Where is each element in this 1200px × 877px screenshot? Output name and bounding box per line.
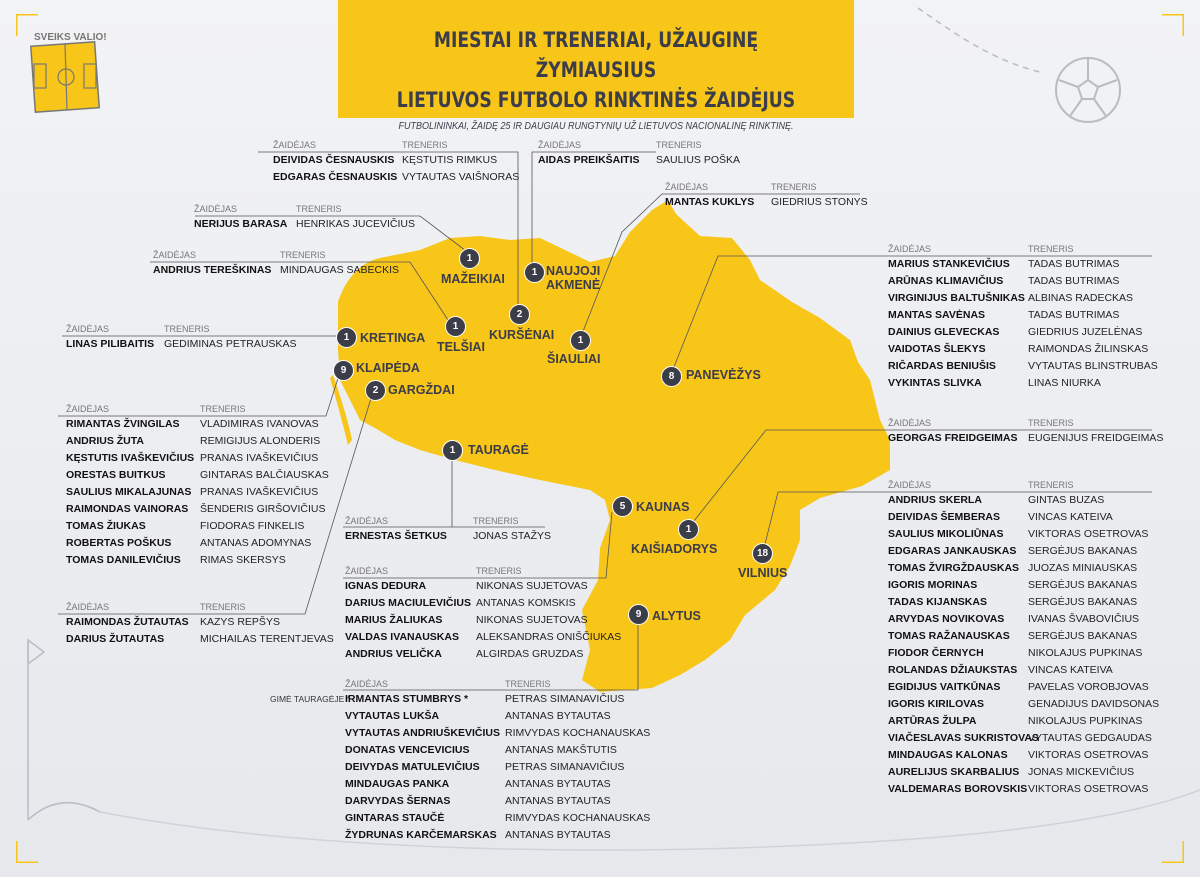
player-name: RAIMONDAS ŽUTAUTAS — [66, 616, 189, 628]
player-row — [345, 528, 555, 545]
player-row — [888, 560, 1168, 577]
player-row — [345, 742, 665, 759]
group-kaisiadorys — [888, 416, 1168, 447]
coach-name: VYTAUTAS VAIŠNORAS — [402, 171, 520, 183]
player-name: MINDAUGAS KALONAS — [888, 749, 1008, 761]
player-row — [888, 430, 1168, 447]
player-row — [888, 696, 1168, 713]
coach-column-label: TRENERIS — [296, 204, 342, 214]
coach-name: KAZYS REPŠYS — [200, 616, 280, 628]
group-alytus — [345, 677, 665, 844]
player-name: ROBERTAS POŠKUS — [66, 537, 172, 549]
player-name: VYTAUTAS LUKŠA — [345, 710, 440, 722]
player-row — [345, 810, 665, 827]
player-row — [888, 358, 1168, 375]
player-name: DEIVIDAS ČESNAUSKIS — [273, 154, 395, 166]
player-row — [888, 764, 1168, 781]
player-name: DEIVIDAS ŠEMBERAS — [888, 511, 1001, 523]
coach-column-label: TRENERIS — [200, 602, 246, 612]
player-name: VIAČESLAVAS SUKRISTOVAS — [888, 732, 1039, 744]
coach-name: NIKONAS SUJETOVAS — [476, 614, 588, 626]
player-row — [273, 169, 523, 186]
city-label: KAIŠIADORYS — [631, 542, 718, 556]
player-name: MANTAS KUKLYS — [665, 196, 755, 208]
player-name: DARVYDAS ŠERNAS — [345, 795, 451, 807]
city-label: ŠIAULIAI — [547, 352, 601, 366]
player-name: GEORGAS FREIDGEIMAS — [888, 432, 1018, 444]
player-name: VIRGINIJUS BALTUŠNIKAS — [888, 292, 1025, 304]
player-name: TOMAS ŽVIRGŽDAUSKAS — [888, 562, 1020, 574]
player-row — [273, 152, 523, 169]
dashed-path-decor — [918, 8, 1040, 72]
player-column-label: ŽAIDĖJAS — [194, 204, 238, 214]
city-badge: 1 — [524, 262, 545, 283]
coach-name: ANTANAS BYTAUTAS — [505, 778, 611, 790]
group-kaunas — [345, 564, 622, 663]
coach-name: VYTAUTAS GEDGAUDAS — [1028, 732, 1152, 744]
player-name: ORESTAS BUITKUS — [66, 469, 166, 481]
player-name: ARTŪRAS ŽULPA — [888, 715, 977, 727]
group-header — [66, 402, 326, 416]
coach-name: ANTANAS BYTAUTAS — [505, 795, 611, 807]
coach-column-label: TRENERIS — [402, 140, 448, 150]
coach-name: TADAS BUTRIMAS — [1028, 275, 1120, 287]
player-name: TOMAS ŽIUKAS — [66, 520, 146, 532]
player-row — [66, 336, 306, 353]
player-row — [888, 713, 1168, 730]
group-vilnius — [888, 478, 1168, 798]
player-name: TOMAS RAŽANAUSKAS — [888, 630, 1010, 642]
player-name: RAIMONDAS VAINORAS — [66, 503, 189, 515]
city-label: MAŽEIKIAI — [441, 272, 505, 286]
player-row — [888, 611, 1168, 628]
city-badge: 1 — [442, 440, 463, 461]
player-row — [888, 645, 1168, 662]
city-label: NAUJOJI AKMENĖ — [546, 264, 601, 292]
coach-name: GEDIMINAS PETRAUSKAS — [164, 338, 297, 350]
coach-name: RIMVYDAS KOCHANAUSKAS — [505, 812, 651, 824]
player-name: DEIVYDAS MATULEVIČIUS — [345, 761, 480, 773]
player-row — [66, 518, 326, 535]
player-row — [66, 535, 326, 552]
coach-name: SERGĖJUS BAKANAS — [1028, 630, 1138, 642]
player-name: DAINIUS GLEVECKAS — [888, 326, 1000, 338]
coach-name: IVANAS ŠVABOVIČIUS — [1028, 613, 1140, 625]
coach-name: PETRAS SIMANAVIČIUS — [505, 693, 625, 705]
player-name: FIODOR ČERNYCH — [888, 647, 984, 659]
corner-label: SVEIKS VALIO! — [34, 32, 107, 43]
player-name: RIMANTAS ŽVINGILAS — [66, 418, 180, 430]
coach-name: HENRIKAS JUCEVIČIUS — [296, 218, 416, 230]
player-column-label: ŽAIDĖJAS — [888, 244, 932, 254]
coach-name: GENADIJUS DAVIDSONAS — [1028, 698, 1160, 710]
player-name: GINTARAS STAUČĖ — [345, 812, 445, 824]
player-row — [345, 708, 665, 725]
player-row — [66, 552, 326, 569]
player-row — [888, 341, 1168, 358]
player-column-label: ŽAIDĖJAS — [538, 140, 582, 150]
footnote: GIMĖ TAURAGĖJE * — [270, 694, 350, 704]
city-badge: 1 — [459, 248, 480, 269]
coach-column-label: TRENERIS — [476, 566, 522, 576]
coach-name: MICHAILAS TERENTJEVAS — [200, 633, 334, 645]
city-badge: 8 — [661, 366, 682, 387]
player-name: IRMANTAS STUMBRYS * — [345, 693, 469, 705]
title-line-2: LIETUVOS FUTBOLO RINKTINĖS ŽAIDĖJUS — [396, 88, 796, 112]
frame-corner-bottom-right — [1162, 841, 1184, 863]
city-badge: 5 — [612, 496, 633, 517]
coach-name: ANTANAS MAKŠTUTIS — [505, 744, 617, 756]
player-name: ERNESTAS ŠETKUS — [345, 530, 447, 542]
coach-name: EUGENIJUS FREIDGEIMAS — [1028, 432, 1164, 444]
player-row — [345, 646, 605, 663]
coach-name: GINTARAS BALČIAUSKAS — [200, 469, 329, 481]
player-row — [538, 152, 741, 169]
player-row — [888, 375, 1168, 392]
player-row — [66, 433, 326, 450]
coach-name: NIKOLAJUS PUPKINAS — [1028, 715, 1143, 727]
player-row — [345, 691, 665, 708]
coach-name: REMIGIJUS ALONDERIS — [200, 435, 321, 447]
player-row — [888, 747, 1168, 764]
coach-name: TADAS BUTRIMAS — [1028, 258, 1120, 270]
coach-name: PETRAS SIMANAVIČIUS — [505, 761, 625, 773]
coach-name: RIMAS SKERSYS — [200, 554, 286, 566]
player-row — [345, 793, 665, 810]
city-label: KRETINGA — [360, 331, 426, 345]
frame-corner-top-right — [1162, 14, 1184, 36]
player-name: AIDAS PREIKŠAITIS — [538, 154, 640, 166]
group-header — [888, 242, 1168, 256]
coach-name: ANTANAS ADOMYNAS — [200, 537, 312, 549]
player-column-label: ŽAIDĖJAS — [273, 140, 317, 150]
player-row — [888, 509, 1168, 526]
city-label: VILNIUS — [738, 566, 788, 580]
player-name: SAULIUS MIKALAJUNAS — [66, 486, 192, 498]
player-column-label: ŽAIDĖJAS — [888, 418, 932, 428]
player-name: VYTAUTAS ANDRIUŠKEVIČIUS — [345, 727, 500, 739]
coach-column-label: TRENERIS — [1028, 418, 1074, 428]
title-line-1: MIESTAI IR TRENERIAI, UŽAUGINĘ ŽYMIAUSIUS — [433, 28, 759, 82]
coach-name: TADAS BUTRIMAS — [1028, 309, 1120, 321]
player-row — [345, 759, 665, 776]
group-header — [538, 138, 738, 152]
group-header — [66, 322, 306, 336]
player-column-label: ŽAIDĖJAS — [665, 182, 709, 192]
player-row — [888, 324, 1168, 341]
coach-name: ANTANAS KOMSKIS — [476, 597, 576, 609]
coach-column-label: TRENERIS — [200, 404, 246, 414]
player-row — [888, 730, 1168, 747]
coach-column-label: TRENERIS — [771, 182, 817, 192]
group-header — [345, 564, 605, 578]
city-label: TELŠIAI — [437, 340, 485, 354]
player-name: VAIDOTAS ŠLEKYS — [888, 343, 986, 355]
player-name: MANTAS SAVĖNAS — [888, 309, 986, 321]
player-name: EGIDIJUS VAITKŪNAS — [888, 681, 1001, 693]
player-row — [888, 526, 1168, 543]
city-label: GARGŽDAI — [388, 383, 455, 397]
coach-name: KĘSTUTIS RIMKUS — [402, 154, 498, 166]
player-name: KĘSTUTIS IVAŠKEVIČIUS — [66, 452, 195, 464]
coach-name: ŠENDERIS GIRŠOVIČIUS — [200, 503, 326, 515]
group-header — [888, 416, 1168, 430]
player-row — [888, 492, 1168, 509]
coach-column-label: TRENERIS — [1028, 480, 1074, 490]
coach-name: VIKTORAS OSETROVAS — [1028, 749, 1149, 761]
player-column-label: ŽAIDĖJAS — [153, 250, 197, 260]
coach-name: SERGĖJUS BAKANAS — [1028, 545, 1138, 557]
player-name: ARVYDAS NOVIKOVAS — [888, 613, 1005, 625]
player-row — [888, 594, 1168, 611]
coach-column-label: TRENERIS — [505, 679, 551, 689]
player-name: VALDEMARAS BOROVSKIS — [888, 783, 1028, 795]
coach-column-label: TRENERIS — [164, 324, 210, 334]
city-badge: 2 — [509, 304, 530, 325]
player-name: MINDAUGAS PANKA — [345, 778, 450, 790]
player-name: MARIUS ŽALIUKAS — [345, 614, 443, 626]
coach-name: VLADIMIRAS IVANOVAS — [200, 418, 319, 430]
coach-name: SAULIUS POŠKA — [656, 154, 741, 166]
city-label: KAUNAS — [636, 500, 690, 514]
subtitle: FUTBOLININKAI, ŽAIDĘ 25 IR DAUGIAU RUNGTYNIŲ UŽ LIETUVOS NACIONALINĘ RINKTINĘ. — [398, 121, 794, 132]
player-row — [66, 416, 326, 433]
coach-name: VYTAUTAS BLINSTRUBAS — [1028, 360, 1158, 372]
group-akmene — [538, 138, 741, 169]
coach-name: ALGIRDAS GRUZDAS — [476, 648, 584, 660]
player-row — [345, 827, 665, 844]
coach-name: PRANAS IVAŠKEVIČIUS — [200, 486, 319, 498]
player-name: ANDRIUS SKERLA — [888, 494, 982, 506]
coach-name: ANTANAS BYTAUTAS — [505, 829, 611, 841]
group-taurage — [345, 514, 555, 545]
player-row — [888, 307, 1168, 324]
coach-name: NIKONAS SUJETOVAS — [476, 580, 588, 592]
coach-name: VIKTORAS OSETROVAS — [1028, 528, 1149, 540]
coach-name: ALEKSANDRAS ONIŠČIUKAS — [476, 631, 622, 643]
coach-name: VINCAS KATEIVA — [1028, 664, 1113, 676]
coach-name: ANTANAS BYTAUTAS — [505, 710, 611, 722]
city-badge: 1 — [336, 327, 357, 348]
player-name: AURELIJUS SKARBALIUS — [888, 766, 1020, 778]
city-badge: 18 — [752, 543, 773, 564]
player-name: VALDAS IVANAUSKAS — [345, 631, 459, 643]
coach-name: GINTAS BUZAS — [1028, 494, 1105, 506]
player-name: LINAS PILIBAITIS — [66, 338, 155, 350]
player-column-label: ŽAIDĖJAS — [345, 566, 389, 576]
city-label: ALYTUS — [652, 609, 701, 623]
player-name: VYKINTAS SLIVKA — [888, 377, 982, 389]
player-row — [345, 612, 605, 629]
player-column-label: ŽAIDĖJAS — [66, 602, 110, 612]
player-column-label: ŽAIDĖJAS — [345, 516, 389, 526]
coach-name: NIKOLAJUS PUPKINAS — [1028, 647, 1143, 659]
player-name: DONATAS VENCEVICIUS — [345, 744, 470, 756]
player-name: DARIUS MACIULEVIČIUS — [345, 597, 472, 609]
player-row — [888, 273, 1168, 290]
coach-name: LINAS NIURKA — [1028, 377, 1101, 389]
city-badge: 1 — [570, 330, 591, 351]
player-column-label: ŽAIDĖJAS — [345, 679, 389, 689]
coach-name: VIKTORAS OSETROVAS — [1028, 783, 1149, 795]
player-row — [888, 781, 1168, 798]
player-row — [345, 595, 605, 612]
city-label: PANEVĖŽYS — [686, 368, 761, 382]
player-row — [194, 216, 424, 233]
group-header — [194, 202, 424, 216]
player-name: EDGARAS ČESNAUSKIS — [273, 171, 398, 183]
group-header — [888, 478, 1168, 492]
player-row — [888, 679, 1168, 696]
player-name: IGORIS KIRILOVAS — [888, 698, 985, 710]
group-mazeikiai — [194, 202, 424, 233]
player-name: SAULIUS MIKOLIŪNAS — [888, 528, 1004, 540]
player-name: DARIUS ŽUTAUTAS — [66, 633, 165, 645]
player-row — [66, 631, 334, 648]
coach-name: GIEDRIUS JUZELĖNAS — [1028, 326, 1143, 338]
coach-column-label: TRENERIS — [656, 140, 702, 150]
group-kretinga — [66, 322, 306, 353]
city-badge: 1 — [445, 316, 466, 337]
player-row — [66, 467, 329, 484]
coach-column-label: TRENERIS — [1028, 244, 1074, 254]
player-name: TOMAS DANILEVIČIUS — [66, 554, 181, 566]
city-label: KLAIPĖDA — [356, 361, 420, 375]
coach-name: PAVELAS VOROBJOVAS — [1028, 681, 1149, 693]
player-name: ARŪNAS KLIMAVIČIUS — [888, 275, 1004, 287]
city-label: TAURAGĖ — [468, 443, 529, 457]
player-name: ANDRIUS VELIČKA — [345, 648, 442, 660]
player-name: ROLANDAS DŽIAUKSTAS — [888, 664, 1018, 676]
player-name: NERIJUS BARASA — [194, 218, 288, 230]
coach-name: SERGĖJUS BAKANAS — [1028, 596, 1138, 608]
coach-name: JONAS MICKEVIČIUS — [1028, 766, 1135, 778]
coach-name: RAIMONDAS ŽILINSKAS — [1028, 343, 1149, 355]
coach-name: PRANAS IVAŠKEVIČIUS — [200, 452, 319, 464]
player-row — [888, 577, 1168, 594]
city-badge: 1 — [678, 519, 699, 540]
player-row — [153, 262, 413, 279]
player-row — [345, 776, 665, 793]
player-row — [888, 290, 1168, 307]
player-row — [888, 543, 1168, 560]
coach-name: MINDAUGAS SABECKIS — [280, 264, 400, 276]
group-header — [345, 677, 665, 691]
player-row — [345, 578, 605, 595]
player-name: EDGARAS JANKAUSKAS — [888, 545, 1017, 557]
group-header — [345, 514, 555, 528]
player-name: TADAS KIJANSKAS — [888, 596, 987, 608]
coach-name: GIEDRIUS STONYS — [771, 196, 868, 208]
football-icon — [1056, 58, 1120, 122]
player-name: RIČARDAS BENIUŠIS — [888, 360, 996, 372]
player-column-label: ŽAIDĖJAS — [66, 404, 110, 414]
player-column-label: ŽAIDĖJAS — [66, 324, 110, 334]
coach-column-label: TRENERIS — [473, 516, 519, 526]
player-name: MARIUS STANKEVIČIUS — [888, 258, 1010, 270]
player-name: ŽYDRUNAS KARČEMARSKAS — [345, 829, 497, 841]
group-header — [665, 180, 865, 194]
group-kursenai — [273, 138, 523, 186]
player-row — [66, 450, 326, 467]
group-siauliai — [665, 180, 868, 211]
player-row — [66, 614, 326, 631]
player-row — [888, 256, 1168, 273]
city-badge: 2 — [365, 380, 386, 401]
group-telsiai — [153, 248, 413, 279]
player-row — [66, 484, 326, 501]
group-gargzdai — [66, 600, 334, 648]
player-name: IGNAS DEDURA — [345, 580, 427, 592]
title-box — [338, 0, 854, 132]
city-badge: 9 — [333, 360, 354, 381]
group-klaipeda — [66, 402, 329, 569]
player-row — [888, 662, 1168, 679]
player-name: ANDRIUS TEREŠKINAS — [153, 264, 272, 276]
frame-corner-bottom-left — [16, 841, 38, 863]
group-header — [66, 600, 326, 614]
coach-name: VINCAS KATEIVA — [1028, 511, 1113, 523]
coach-name: JUOZAS MINIAUSKAS — [1028, 562, 1138, 574]
field-icon — [31, 42, 99, 112]
group-panevezys — [888, 242, 1168, 392]
group-header — [273, 138, 523, 152]
coach-name: RIMVYDAS KOCHANAUSKAS — [505, 727, 651, 739]
player-column-label: ŽAIDĖJAS — [888, 480, 932, 490]
player-row — [66, 501, 326, 518]
group-header — [153, 248, 413, 262]
player-row — [345, 725, 665, 742]
coach-name: SERGĖJUS BAKANAS — [1028, 579, 1138, 591]
player-row — [665, 194, 868, 211]
player-row — [345, 629, 622, 646]
coach-name: ALBINAS RADECKAS — [1028, 292, 1134, 304]
coach-name: FIODORAS FINKELIS — [200, 520, 305, 532]
player-name: IGORIS MORINAS — [888, 579, 978, 591]
city-label: KURŠĖNAI — [489, 328, 555, 342]
city-badge: 9 — [628, 604, 649, 625]
coach-column-label: TRENERIS — [280, 250, 326, 260]
player-name: ANDRIUS ŽUTA — [66, 435, 144, 447]
coach-name: JONAS STAŽYS — [473, 530, 551, 542]
player-row — [888, 628, 1168, 645]
